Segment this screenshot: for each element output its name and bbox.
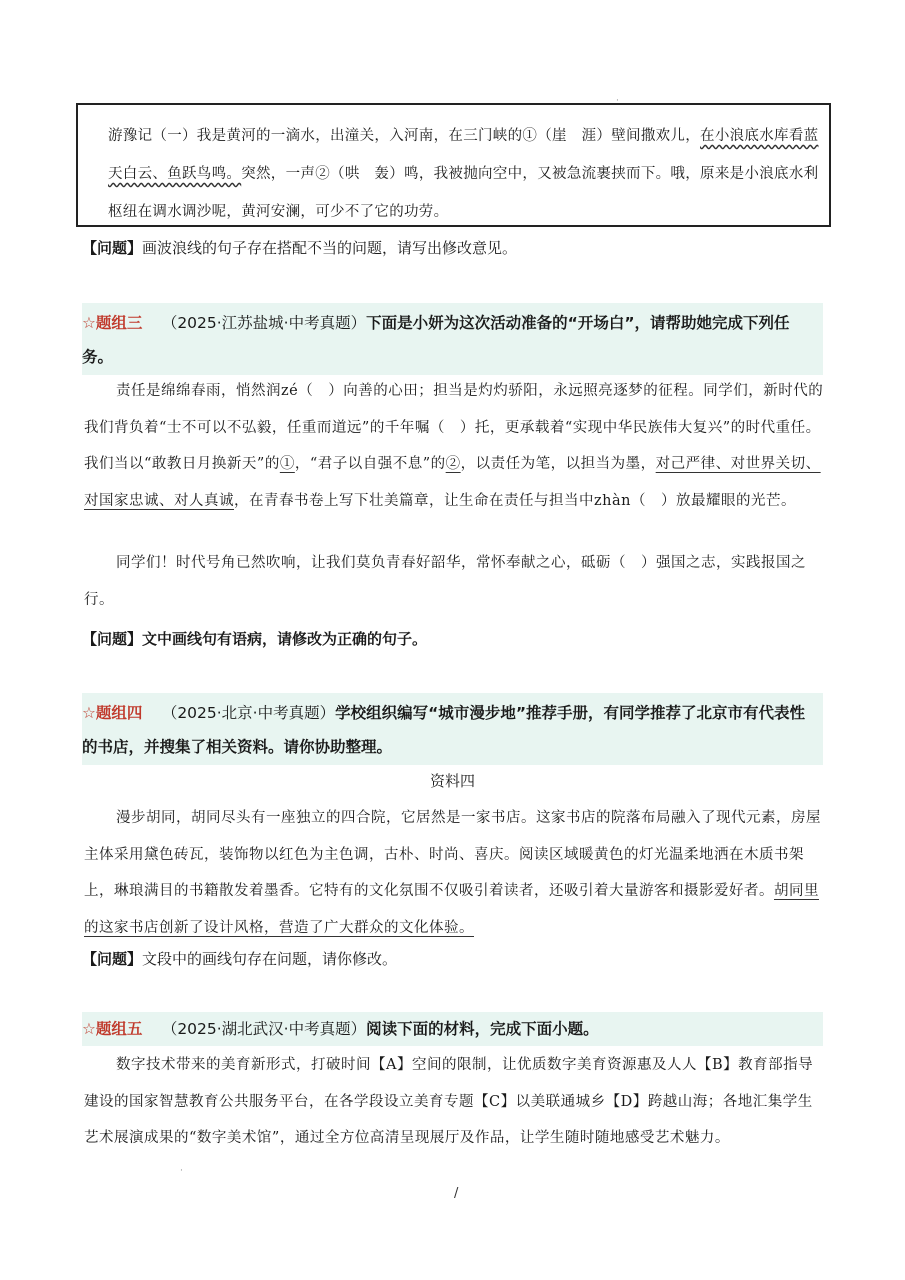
pinyin-ze: zé xyxy=(281,383,299,399)
question-label: 【问题】 xyxy=(82,950,143,968)
box-mid-2: 突然，一声 xyxy=(241,166,316,182)
blank-2-number: ② xyxy=(315,166,331,182)
group-4-question xyxy=(82,948,397,969)
material-text: 漫步胡同，胡同尽头有一座独立的四合院，它居然是一家书店。这家书店的院落布局融入了现代元素，房屋主体采用黛色砖瓦，装饰物以红色为主色调，古朴、时尚、喜庆。阅读区域暖黄色的灯光温柔地洒在木质书架上，琳琅满目的书籍散发着墨香。它特有的文化氛围不仅吸引着读者，还吸引着大量游客和摄影爱好者。 xyxy=(84,810,821,899)
group-3-source: （2025·江苏盐城·中考真题） xyxy=(161,314,367,332)
scan-speck: · xyxy=(616,96,619,106)
pinyin-zhan: zhàn xyxy=(594,492,631,509)
box-rest: 鸣，我被抛向空中，又被急流裹挟而下。哦，原来是小浪底水利枢纽在调水调沙呢，黄河安澜，可少不了它的功劳。 xyxy=(108,166,819,220)
question-label: 【问题】 xyxy=(82,630,143,648)
material-text: 数字技术带来的美育新形式，打破时间【A】空间的限制，让优质数字美育资源惠及人人【B】教育部指导建设的国家智慧教育公共服务平台，在各学段设立美育专题【C】以美联通城乡【D】跨越山海；各地汇集学生艺术展演成果的“数字美术馆”，通过全方位高清呈现展厅及作品，让学生随时随地感受艺术魅力。 xyxy=(84,1057,814,1146)
group-5-source: （2025·湖北武汉·中考真题） xyxy=(161,1020,367,1038)
question-text: 文段中的画线句存在问题，请你修改。 xyxy=(142,950,398,968)
scan-speck: · xyxy=(180,1166,183,1176)
question-1 xyxy=(82,237,517,258)
box-mid-1: 壁间撒欢儿， xyxy=(611,128,701,144)
group-5-paragraph xyxy=(84,1047,826,1157)
p1-text-a: 责任是绵绵春雨，悄然润 xyxy=(116,383,281,399)
question-label: 【问题】 xyxy=(82,239,143,257)
p2-text: 同学们！时代号角已然吹响，让我们莫负青春好韶华，常怀奉献之心，砥砺（ ）强国之志，实践报国之行。 xyxy=(84,555,806,608)
group-4-header xyxy=(82,693,823,765)
blank-1-number: ① xyxy=(522,128,538,144)
wavy-underlined-sentence: 在小浪底水库看蓝天白云、鱼跃鸟鸣。 xyxy=(108,128,819,182)
box-intro: 游豫记（一）我是黄河的一滴水，出潼关，入河南，在三门峡的 xyxy=(108,128,523,144)
group-4-title: ☆题组四 xyxy=(82,704,143,722)
blank-2: ② xyxy=(445,456,461,472)
group-3-question xyxy=(82,628,427,649)
question-text: 画波浪线的句子存在搭配不当的问题，请写出修改意见。 xyxy=(142,239,518,257)
group-5-task: 阅读下面的材料，完成下面小题。 xyxy=(366,1020,599,1038)
p1-text-d: ，以责任为笔，以担当为墨， xyxy=(460,456,656,472)
blank-1: ① xyxy=(279,456,295,472)
group-4-task: 学校组织编写“城市漫步地”推荐手册，有同学推荐了北京市有代表性的书店，并搜集了相关资料。请你协助整理。 xyxy=(82,704,806,756)
question-text: 文中画线句有语病，请修改为正确的句子。 xyxy=(142,630,428,648)
underlined-sentence: 对己严律、对世界关切、对国家忠诚、对人真诚 xyxy=(84,456,821,509)
underlined-sentence: 胡同里的这家书店创新了设计风格，营造了广大群众的文化体验。 xyxy=(84,883,819,936)
group-4-source: （2025·北京·中考真题） xyxy=(161,704,336,722)
group-5-header xyxy=(82,1012,823,1046)
blank-2-hint: （哄 轰） xyxy=(330,166,405,182)
group-3-title: ☆题组三 xyxy=(82,314,143,332)
p1-text-b: （ ）向善的心田；担当是灼灼骄阳，永远照亮逐梦的征程。同学们，新时代的我们背负着“士不可以不弘毅，任重而道远”的千年嘱（ ）托，更承载着“实现中华民族伟大复兴”的时代重任。我们当以“敢教日月换新天”的 xyxy=(84,383,824,472)
p1-text-e: ，在青春书卷上写下壮美篇章，让生命在责任与担当中 xyxy=(234,492,594,509)
group-5-title: ☆题组五 xyxy=(82,1020,143,1038)
group-4-paragraph xyxy=(84,800,826,946)
group-3-paragraph-2 xyxy=(84,545,826,618)
blank-1-hint: （崖 涯） xyxy=(537,128,612,144)
group-3-paragraph-1 xyxy=(84,373,826,519)
p1-text-c: ，“君子以自强不息”的 xyxy=(294,456,446,472)
group-3-header xyxy=(82,303,823,375)
page-footer-mark: / xyxy=(454,1186,459,1201)
material-title: 资料四 xyxy=(429,772,475,790)
p1-text-f: （ ）放最耀眼的光芒。 xyxy=(630,492,796,509)
group-3-task: 下面是小妍为这次活动准备的“开场白”，请帮助她完成下列任务。 xyxy=(82,314,790,366)
passage-box xyxy=(76,103,831,227)
